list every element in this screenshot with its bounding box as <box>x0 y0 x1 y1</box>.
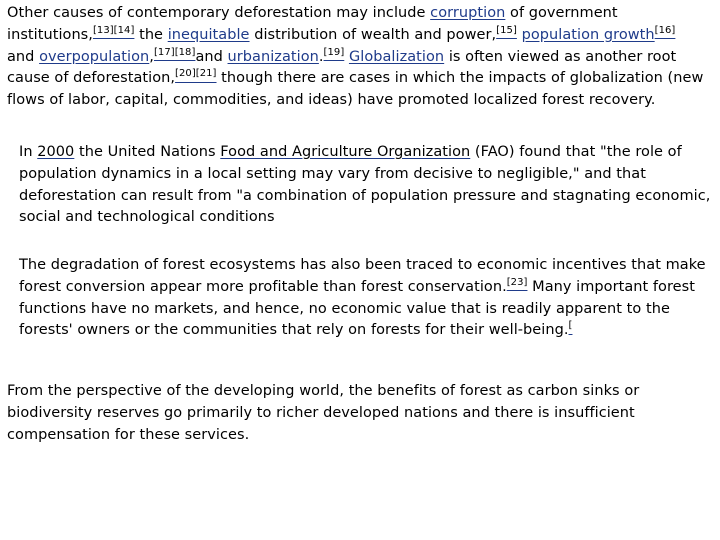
link-2000[interactable]: 2000 <box>37 144 75 160</box>
citation-20-21[interactable]: [20][21] <box>175 68 217 80</box>
text: From the perspective of the developing world, the benefits of forest as carbon sinks or biodiversity reserves go primarily to richer developed nations and there is insufficient compensation for these services. <box>7 383 640 443</box>
text: (FAO) found that "the role of population dynamics in a local setting may vary from decisive to negligible," and that deforestation can result from "a combination of population pressure and stagnating economic, social and technological conditions <box>19 144 711 226</box>
text: and <box>7 48 40 65</box>
text: though there are cases in which the impacts of globalization (new flows of labor, capital, commodities, and ideas) have promoted localized forest recovery. <box>7 70 704 109</box>
link-inequitable[interactable]: inequitable <box>167 26 250 43</box>
text: The degradation of forest ecosystems has also been traced to economic incentives that make forest conversion appear more profitable than forest conservation. <box>19 257 706 295</box>
text: Many important forest functions have no markets, and hence, no economic value that is readily apparent to the forests' owners or the communities that rely on forests for their well-being. <box>19 278 695 339</box>
link-corruption[interactable]: corruption <box>430 5 506 21</box>
text: the United Nations <box>74 144 221 160</box>
link-globalization[interactable]: Globalization <box>348 48 445 65</box>
citation-open[interactable]: [ <box>568 320 573 332</box>
text: the <box>134 26 168 43</box>
link-urbanization[interactable]: urbanization <box>227 48 319 65</box>
text: . <box>318 48 324 65</box>
text: is often viewed as another root cause of deforestation, <box>7 48 677 87</box>
citation-15[interactable]: [15] <box>496 24 517 36</box>
link-population-growth[interactable]: population growth <box>521 26 655 43</box>
text: , <box>149 48 154 65</box>
paragraph-fao <box>19 142 719 229</box>
text: of government institutions, <box>7 5 618 43</box>
text: Other causes of contemporary deforestation may include <box>7 5 431 21</box>
citation-17-18[interactable]: [17][18] <box>153 46 196 58</box>
text: and <box>195 48 228 65</box>
citation-13-14[interactable]: [13][14] <box>92 24 135 36</box>
link-fao[interactable]: Food and Agriculture Organization <box>220 144 471 160</box>
paragraph-degradation <box>19 255 709 342</box>
paragraph-causes <box>7 3 707 112</box>
citation-23[interactable]: [23] <box>506 276 528 288</box>
citation-16[interactable]: [16] <box>654 24 676 36</box>
text: In <box>19 144 38 160</box>
paragraph-developing-world <box>7 381 657 446</box>
link-overpopulation[interactable]: overpopulation <box>39 48 150 65</box>
text: distribution of wealth and power, <box>249 26 497 43</box>
citation-19[interactable]: [19] <box>323 46 345 58</box>
